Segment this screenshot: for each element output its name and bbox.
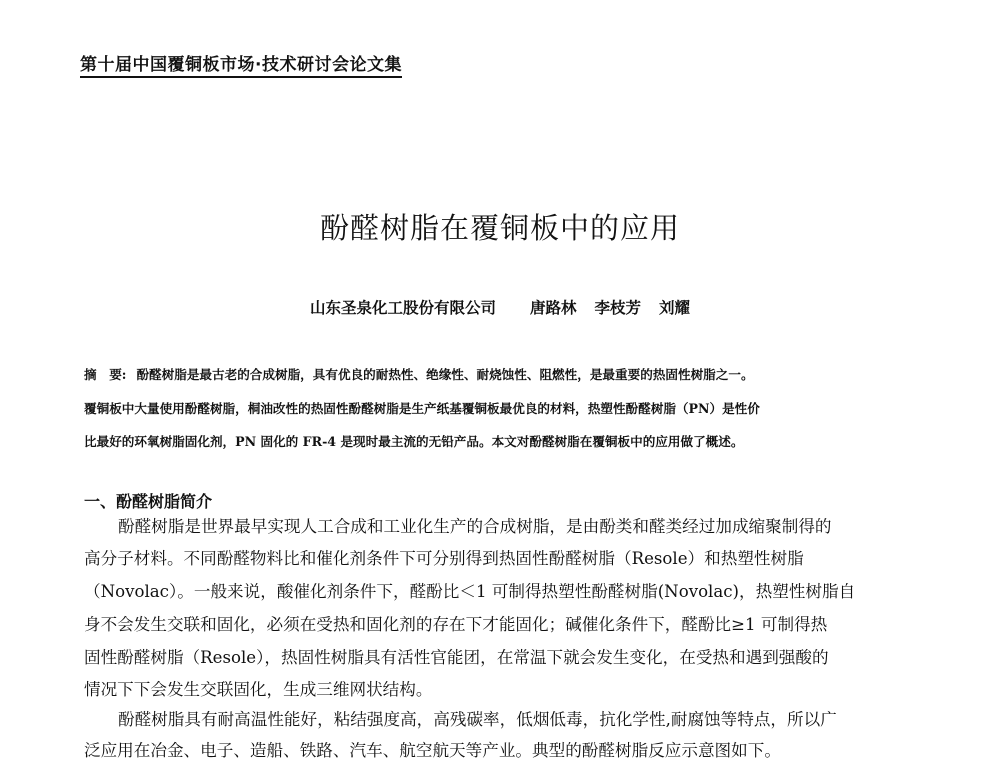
- affiliation: 山东圣泉化工股份有限公司: [309, 298, 496, 317]
- body-line-8: 泛应用在冶金、电子、造船、铁路、汽车、航空航天等产业。典型的酚醛树脂反应示意图如下。: [84, 741, 781, 760]
- abstract-line-3: 比最好的环氧树脂固化剂，PN 固化的 FR-4 是现时最主流的无铅产品。本文对酚醛树脂在覆铜板中的应用做了概述。: [84, 434, 744, 449]
- abstract-line-2: 覆铜板中大量使用酚醛树脂，桐油改性的热固性酚醛树脂是生产纸基覆铜板最优良的材料，热塑性酚醛树脂（PN）是性价: [84, 401, 760, 416]
- author-1: 唐路林: [529, 298, 577, 317]
- body-line-4: 身不会发生交联和固化，必须在受热和固化剂的存在下才能固化；碱催化条件下，醛酚比≥1 可制得热: [84, 615, 828, 634]
- body-line-7: 酚醛树脂具有耐高温性能好，粘结强度高，高残碳率，低烟低毒，抗化学性,耐腐蚀等特点，所以广: [118, 710, 837, 729]
- abstract-text-1: 酚醛树脂是最古老的合成树脂，具有优良的耐热性、绝缘性、耐烧蚀性、阻燃性，是最重要的热固性树脂之一。: [136, 367, 754, 382]
- running-header: 第十届中国覆铜板市场·技术研讨会论文集: [80, 50, 402, 78]
- body-line-3: （Novolac）。一般来说，酸催化剂条件下，醛酚比＜1 可制得热塑性酚醛树脂(Novolac)，热塑性树脂自: [84, 582, 856, 601]
- article-title: 酚醛树脂在覆铜板中的应用: [319, 211, 680, 245]
- author-2: 李枝芳: [594, 298, 642, 317]
- body-line-1: 酚醛树脂是世界最早实现人工合成和工业化生产的合成树脂，是由酚类和醛类经过加成缩聚制得的: [118, 517, 832, 536]
- section-heading: 一、酚醛树脂简介: [84, 492, 213, 511]
- author-3: 刘耀: [659, 298, 691, 317]
- body-line-6: 情况下下会发生交联固化，生成三维网状结构。: [84, 680, 433, 699]
- body-line-2: 高分子材料。不同酚醛物料比和催化剂条件下可分别得到热固性酚醛树脂（Resole）和热塑性树脂: [84, 549, 804, 568]
- byline: [0, 296, 1000, 318]
- abstract-label: 摘 要:: [84, 367, 127, 382]
- body-line-5: 固性酚醛树脂（Resole），热固性树脂具有活性官能团，在常温下就会发生变化，在受热和遇到强酸的: [84, 648, 829, 667]
- abstract-line-1: [84, 358, 924, 392]
